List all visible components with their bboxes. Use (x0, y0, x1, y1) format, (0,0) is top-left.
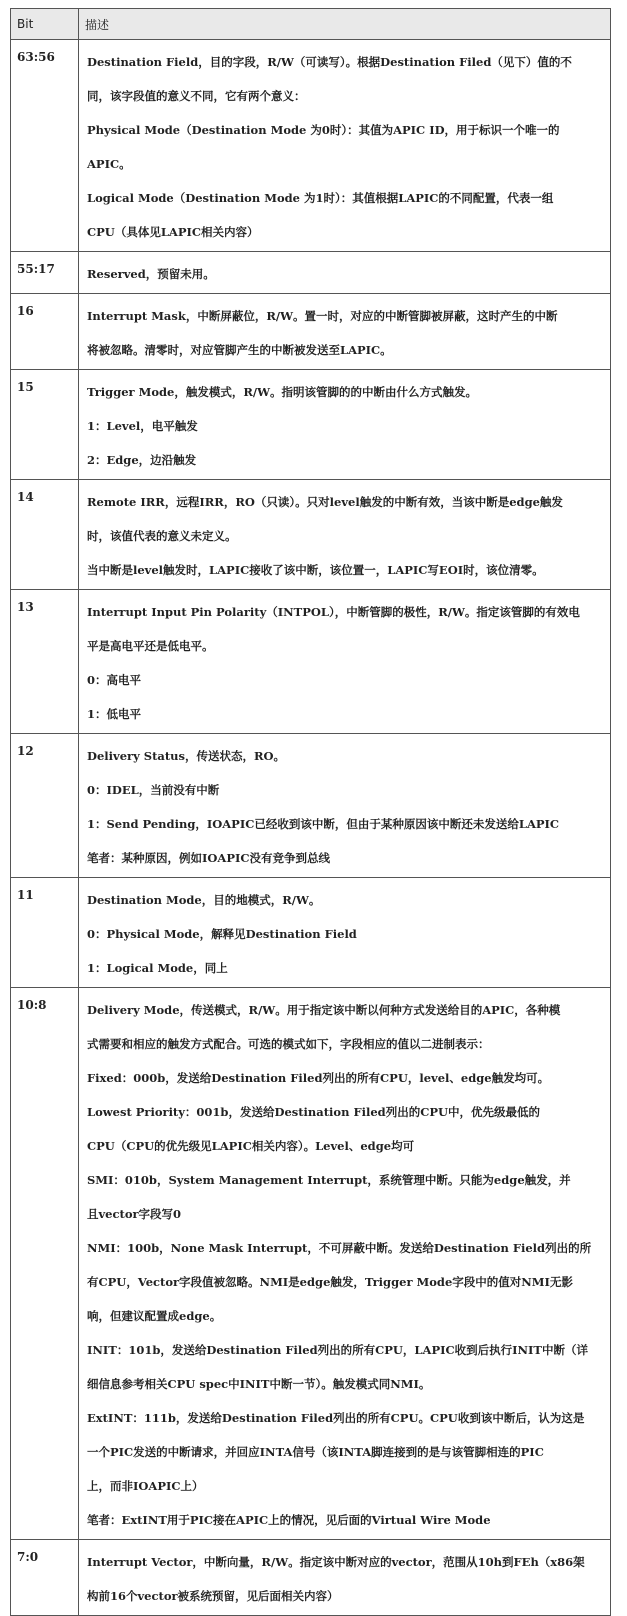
description-line: Interrupt Mask，中断屏蔽位，R/W。置一时，对应的中断管脚被屏蔽，这时产生的中断 (87, 309, 558, 323)
description-line: 0：高电平 (87, 673, 142, 687)
description-line: Fixed：000b，发送给Destination Filed列出的所有CPU，level、edge触发均可。 (87, 1071, 550, 1085)
description-line: Interrupt Input Pin Polarity（INTPOL），中断管脚的极性，R/W。指定该管脚的有效电 (87, 605, 580, 619)
description-line: CPU（具体见LAPIC相关内容） (87, 225, 259, 239)
bit-range-cell: 14 (11, 480, 79, 590)
bit-range-cell: 12 (11, 734, 79, 878)
table-row (11, 988, 611, 1540)
description-line: 笔者：某种原因，例如IOAPIC没有竞争到总线 (87, 851, 330, 865)
description-cell (79, 40, 611, 252)
description-line: 一个PIC发送的中断请求，并回应INTA信号（该INTA脚连接到的是与该管脚相连的PIC (87, 1445, 544, 1459)
bit-range-cell: 13 (11, 590, 79, 734)
bit-range-cell: 10:8 (11, 988, 79, 1540)
description-line: NMI：100b，None Mask Interrupt，不可屏蔽中断。发送给Destination Field列出的所 (87, 1241, 592, 1255)
table-row (11, 370, 611, 480)
bit-range-cell: 55:17 (11, 252, 79, 294)
description-cell (79, 734, 611, 878)
description-cell (79, 480, 611, 590)
description-line: 将被忽略。清零时，对应管脚产生的中断被发送至LAPIC。 (87, 343, 392, 357)
description-line: 0：Physical Mode，解释见Destination Field (87, 927, 357, 941)
table-row (11, 878, 611, 988)
description-line: Physical Mode（Destination Mode 为0时）：其值为APIC ID，用于标识一个唯一的 (87, 123, 560, 137)
description-cell (79, 370, 611, 480)
description-line: 有CPU，Vector字段值被忽略。NMI是edge触发，Trigger Mode字段中的值对NMI无影 (87, 1275, 573, 1289)
description-line: Reserved，预留未用。 (87, 267, 215, 281)
description-line: 1：Send Pending，IOAPIC已经收到该中断，但由于某种原因该中断还未发送给LAPIC (87, 817, 560, 831)
table-row (11, 1540, 611, 1616)
description-line: Lowest Priority：001b，发送给Destination Filed列出的CPU中，优先级最低的 (87, 1105, 541, 1119)
description-line: 且vector字段写0 (87, 1207, 182, 1221)
description-line: APIC。 (87, 157, 131, 171)
description-line: 细信息参考相关CPU spec中INIT中断一节）。触发模式同NMI。 (87, 1377, 431, 1391)
description-line: 2：Edge，边沿触发 (87, 453, 197, 467)
table-row (11, 252, 611, 294)
description-line: Delivery Status，传送状态，RO。 (87, 749, 286, 763)
description-line: Logical Mode（Destination Mode 为1时）：其值根据LAPIC的不同配置，代表一组 (87, 191, 554, 205)
description-line: 式需要和相应的触发方式配合。可选的模式如下，字段相应的值以二进制表示： (87, 1037, 490, 1051)
description-cell (79, 1540, 611, 1616)
description-line: 平是高电平还是低电平。 (87, 639, 214, 653)
bit-range-cell: 11 (11, 878, 79, 988)
table-row (11, 590, 611, 734)
description-line: 笔者：ExtINT用于PIC接在APIC上的情况，见后面的Virtual Wire Mode (87, 1513, 491, 1527)
table-body (11, 40, 611, 1616)
description-line: 1：Level，电平触发 (87, 419, 198, 433)
header-description: 描述 (79, 9, 611, 40)
table-header-row (11, 9, 611, 40)
description-line: Remote IRR，远程IRR，RO（只读）。只对level触发的中断有效，当该中断是edge触发 (87, 495, 563, 509)
description-line: 时，该值代表的意义未定义。 (87, 529, 237, 543)
table-row (11, 40, 611, 252)
description-line: 1：低电平 (87, 707, 142, 721)
table-row (11, 734, 611, 878)
description-line: CPU（CPU的优先级见LAPIC相关内容）。Level、edge均可 (87, 1139, 415, 1153)
description-line: 上，而非IOAPIC上） (87, 1479, 204, 1493)
table-row (11, 294, 611, 370)
description-line: Delivery Mode，传送模式，R/W。用于指定该中断以何种方式发送给目的APIC，各种模 (87, 1003, 561, 1017)
description-line: 0：IDEL，当前没有中断 (87, 783, 220, 797)
description-line: Trigger Mode，触发模式，R/W。指明该管脚的的中断由什么方式触发。 (87, 385, 478, 399)
description-cell (79, 878, 611, 988)
description-line: Interrupt Vector，中断向量，R/W。指定该中断对应的vector，范围从10h到FEh（x86架 (87, 1555, 585, 1569)
register-bit-table (10, 8, 611, 1616)
description-cell (79, 590, 611, 734)
description-line: 响，但建议配置成edge。 (87, 1309, 222, 1323)
description-line: SMI：010b，System Management Interrupt，系统管理中断。只能为edge触发，并 (87, 1173, 571, 1187)
description-line: 构前16个vector被系统预留，见后面相关内容） (87, 1589, 339, 1603)
description-line: INIT：101b，发送给Destination Filed列出的所有CPU，LAPIC收到后执行INIT中断（详 (87, 1343, 588, 1357)
bit-range-cell: 16 (11, 294, 79, 370)
description-line: 同，该字段值的意义不同，它有两个意义： (87, 89, 306, 103)
description-cell (79, 294, 611, 370)
description-line: 1：Logical Mode，同上 (87, 961, 228, 975)
bit-range-cell: 15 (11, 370, 79, 480)
description-line: ExtINT：111b，发送给Destination Filed列出的所有CPU。CPU收到该中断后，认为这是 (87, 1411, 585, 1425)
header-bit: Bit (11, 9, 79, 40)
description-cell (79, 988, 611, 1540)
description-line: Destination Field，目的字段，R/W（可读写）。根据Destination Filed（见下）值的不 (87, 55, 572, 69)
table-row (11, 480, 611, 590)
description-cell (79, 252, 611, 294)
bit-range-cell: 7:0 (11, 1540, 79, 1616)
bit-range-cell: 63:56 (11, 40, 79, 252)
description-line: Destination Mode，目的地模式，R/W。 (87, 893, 321, 907)
description-line: 当中断是level触发时，LAPIC接收了该中断，该位置一，LAPIC写EOI时，该位清零。 (87, 563, 544, 577)
